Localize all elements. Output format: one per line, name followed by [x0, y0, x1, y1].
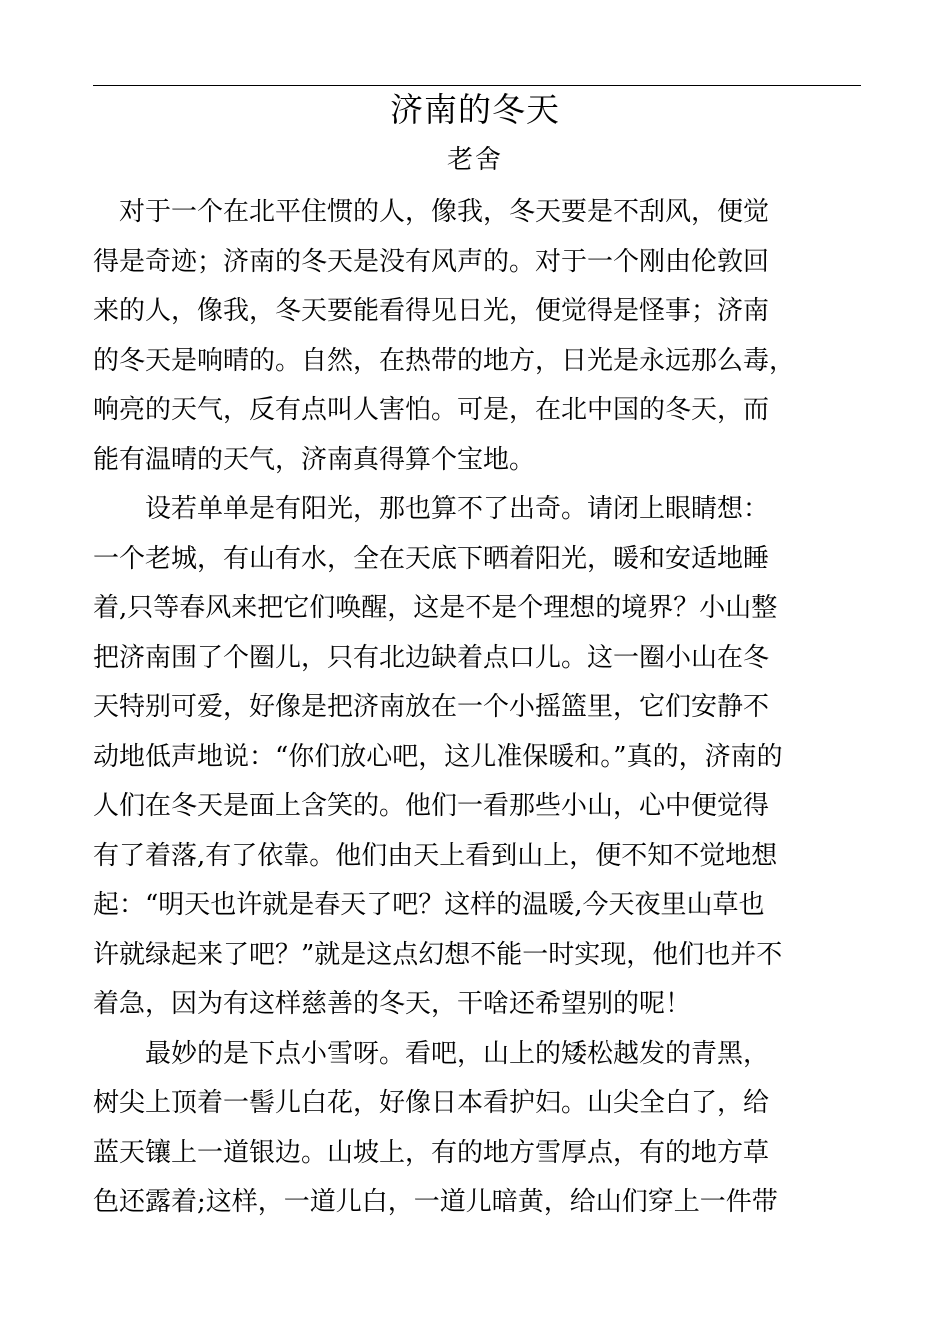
- text-line: 许就绿起来了吧？”就是这点幻想不能一时实现，他们也并不: [93, 939, 783, 970]
- text-line: 能有温晴的天气，济南真得算个宝地。: [93, 444, 536, 475]
- text-line: 着,只等春风来把它们唤醒，这是不是个理想的境界？小山整: [93, 593, 778, 623]
- text-line: 着急，因为有这样慈善的冬天，干啥还希望别的呢！: [93, 989, 692, 1019]
- text-line: 来的人，像我，冬天要能看得见日光，便觉得是怪事；济南: [93, 296, 770, 326]
- text-line: 动地低声地说：“你们放心吧，这儿准保暖和。”真的，济南的: [93, 741, 783, 772]
- text-line: 把济南围了个圈儿，只有北边缺着点口儿。这一圈小山在冬: [93, 642, 770, 673]
- essay-body: [93, 188, 873, 1228]
- top-rule: [93, 85, 861, 86]
- text-line: 响亮的天气，反有点叫人害怕。可是，在北中国的冬天，而: [93, 395, 770, 425]
- text-line: 蓝天镶上一道银边。山坡上，有的地方雪厚点，有的地方草: [93, 1137, 770, 1168]
- text-line: 得是奇迹；济南的冬天是没有风声的。对于一个刚由伦敦回: [93, 246, 770, 277]
- essay-title: 济南的冬天: [390, 90, 560, 129]
- text-line: 最妙的是下点小雪呀。看吧，山上的矮松越发的青黑，: [93, 1038, 770, 1069]
- text-line: 一个老城，有山有水，全在天底下晒着阳光，暖和安适地睡: [93, 543, 770, 574]
- text-line: 人们在冬天是面上含笑的。他们一看那些小山，心中便觉得: [93, 791, 770, 821]
- text-line: 起：“明天也许就是春天了吧？这样的温暖,今天夜里山草也: [93, 890, 765, 920]
- text-line: 设若单单是有阳光，那也算不了出奇。请闭上眼睛想：: [93, 494, 770, 524]
- text-line: 有了着落,有了依靠。他们由天上看到山上，便不知不觉地想: [93, 840, 778, 871]
- text-line: 天特别可爱，好像是把济南放在一个小摇篮里，它们安静不: [93, 692, 770, 722]
- text-line: 的冬天是响晴的。自然，在热带的地方，日光是永远那么毒，: [93, 345, 796, 376]
- text-line: 色还露着;这样，一道儿白，一道儿暗黄，给山们穿上一件带: [93, 1187, 778, 1217]
- text-line: 树尖上顶着一髻儿白花，好像日本看护妇。山尖全白了，给: [93, 1088, 770, 1118]
- essay-author: 老舍: [446, 145, 503, 175]
- text-line: 对于一个在北平住惯的人，像我，冬天要是不刮风，便觉: [93, 197, 770, 227]
